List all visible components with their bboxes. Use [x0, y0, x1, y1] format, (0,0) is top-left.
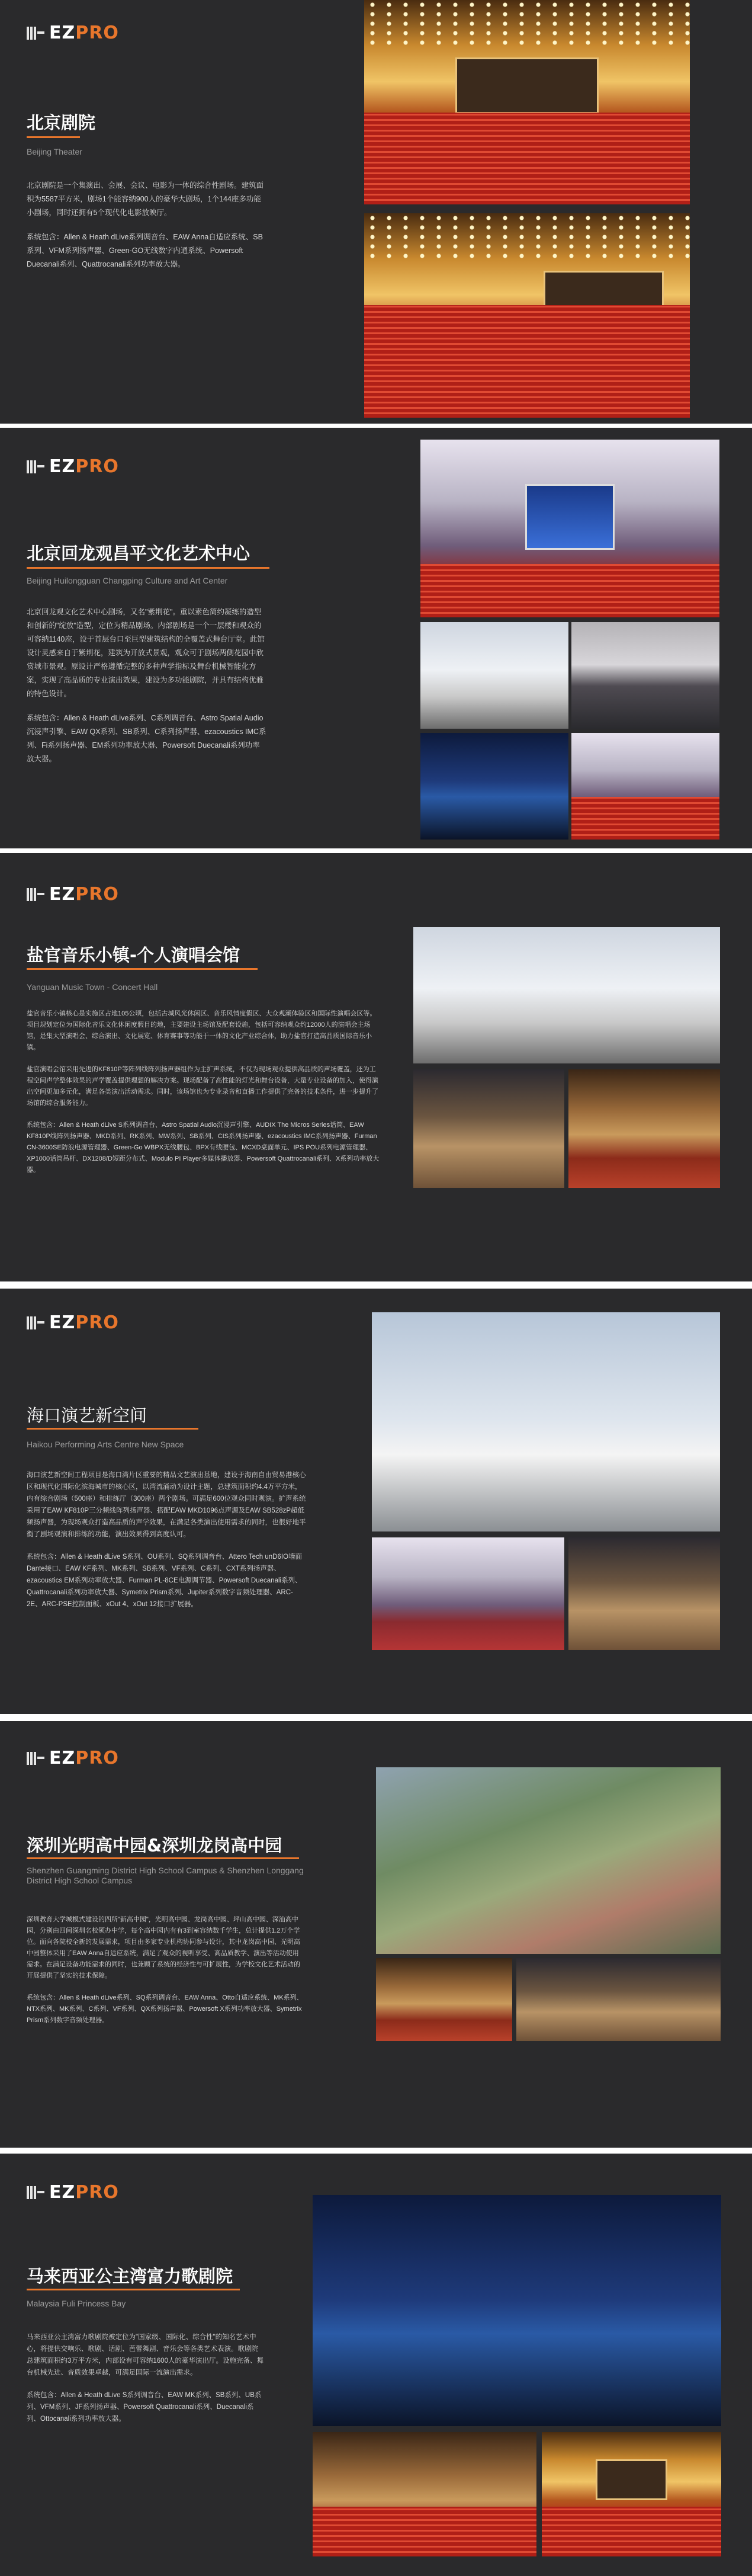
project-subtitle: Malaysia Fuli Princess Bay	[27, 2299, 126, 2308]
ezpro-logo	[27, 2182, 119, 2203]
project-description	[27, 179, 263, 282]
project-subtitle: Beijing Huilongguan Changping Culture and Art Center	[27, 576, 228, 585]
photo-venue-aerial	[413, 927, 720, 1063]
photo-arena-seating	[568, 1069, 720, 1188]
project-panel-beijing-theater	[0, 0, 752, 424]
photo-auditorium-side	[364, 213, 690, 418]
project-description	[27, 1469, 308, 1621]
logo-text-pro: PRO	[75, 1748, 119, 1768]
project-subtitle: Yanguan Music Town - Concert Hall	[27, 982, 158, 992]
system-list-paragraph: 系统包含：Allen & Heath dLive S系列调音台、EAW MK系列、SB系列、UB系列、VFM系列、JF系列扬声器、Powersoft Quattrocanali系列、Duecanali系列、Ottocanali系列功率放大器。	[27, 2392, 262, 2423]
logo-text-pro: PRO	[75, 456, 119, 477]
photo-school-theatre	[376, 1958, 512, 2041]
photo-auditorium	[364, 0, 690, 204]
ezpro-mark-icon	[27, 459, 44, 475]
logo-text-ez: EZ	[49, 1748, 76, 1768]
ezpro-mark-icon	[27, 25, 44, 41]
project-panel-huilongguan	[0, 428, 752, 848]
system-list-paragraph: 系统包含：Allen & Heath dLive系列、C系列调音台、Astro Spatial Audio沉浸声引擎、EAW QX系列、SB系列、C系列扬声器、ezacoustics IMC系列、Fi系列扬声器、EM系列功率放大器、Powersoft Duecanali系列功率放大器。	[27, 714, 266, 763]
project-subtitle: Shenzhen Guangming District High School Campus & Shenzhen Longgang District High School Campus	[27, 1866, 304, 1885]
photo-foyer-interior	[420, 622, 568, 729]
logo-text-pro: PRO	[75, 1312, 119, 1333]
description-paragraph: 海口演艺新空间工程项目是海口湾片区重要的精品文艺演出基地，建设于海南自由贸易港核心区和现代化国际化滨海城市的核心区，以湾流涌动为设计主题，总建筑面积约4.4万平方米，内有综合剧场（500座）和排练厅（300座）两个剧场。可满足600位观众同时观演。扩声系统采用了EAW KF810P三分频线阵列扬声器、搭配EAW MKD1096点声源及EAW SB528zP超低频扬声器，为现场观众打造高品质的声学效果，在满足各类演出使用需求的同时，也很好地平衡了剧场观演和排练的功能，演出效果得到高度认可。	[27, 1472, 306, 1538]
system-list-paragraph: 系统包含：Allen & Heath dLive系列调音台、EAW Anna自适应系统、SB系列、VFM系列扬声器、Green-GO无线数字内通系统、Powersoft Duecanali系列、Quattrocanali系列功率放大器。	[27, 233, 263, 268]
project-title: 海口演艺新空间	[27, 1405, 147, 1425]
title-underline	[27, 1857, 299, 1859]
photo-school-auditorium	[516, 1958, 721, 2041]
ezpro-logo	[27, 884, 119, 905]
title-underline	[27, 968, 258, 970]
ezpro-mark-icon	[27, 2185, 44, 2200]
title-underline	[27, 1428, 198, 1430]
project-panel-malaysia	[0, 2154, 752, 2576]
photo-arena-interior	[413, 1069, 564, 1188]
title-underline	[27, 136, 80, 138]
system-list-paragraph: 系统包含：Allen & Heath dLive系列、SQ系列调音台、EAW Anna、Otto自适应系统、MK系列、NTX系列、MK系列、C系列、VF系列、QX系列扬声器、Powersoft X系列功率放大器、Symetrix Prism系列数字音频处理器。	[27, 1994, 303, 2024]
photo-mixing-console	[571, 622, 719, 729]
logo-text-ez: EZ	[49, 23, 76, 43]
project-title: 北京剧院	[27, 113, 96, 133]
project-subtitle: Haikou Performing Arts Centre New Space	[27, 1440, 184, 1449]
ezpro-mark-icon	[27, 887, 44, 902]
ezpro-mark-icon	[27, 1315, 44, 1331]
logo-text-ez: EZ	[49, 2182, 76, 2203]
description-paragraph: 马来西亚公主湾富力歌剧院被定位为"国家级、国际化、综合性"的知名艺术中心，将提供交响乐、歌剧、话剧、芭蕾舞剧、音乐会等各类艺术表演。歌剧院总建筑面积约3万平方米，内部设有可容纳1600人的豪华演出厅。设施完备、舞台机械先进、音质效果卓越，可满足国际一流演出需求。	[27, 2334, 263, 2376]
project-panel-yanguan	[0, 853, 752, 1281]
logo-text-pro: PRO	[75, 2182, 119, 2203]
photo-lobby-interior	[372, 1537, 564, 1650]
photo-hall-seating	[571, 733, 719, 840]
project-subtitle: Beijing Theater	[27, 147, 82, 156]
project-description	[27, 1914, 305, 2037]
description-paragraph: 盐官演唱会馆采用先进的KF810P等阵列线阵列扬声器组作为主扩声系统，不仅为现场观众提供高品质的声场覆盖，还为工程空间声学整体效果的声学覆盖提供理想的解决方案。现场配备了高性能的灯光和舞台设备，大量专业设备的加入，使得演出空间更加多元化，满足各类演出活动需求。同时，该场馆也为专业录音和直播工作提供了完备的技术条件，进一步提升了场馆的综合服务能力。	[27, 1066, 378, 1107]
ezpro-logo	[27, 1748, 119, 1768]
system-list-paragraph: 系统包含：Allen & Heath dLive S系列、OU系列、SQ系列调音台、Attero Tech unD6IO墙面Dante接口、EAW KF系列、MK系列、SB系列、VF系列、C系列、CXT系列扬声器、ezacoustics EM系列功率放大器、Furman PL-8CE电源调节器、Powersoft Duecanali系列、Quattrocanali系列功率放大器、Symetrix Prism系列、Jupiter系列数字音频处理器、ARC-2E、ARC-PSE控制面板、xOut 4、xOut 12接口扩展器。	[27, 1553, 303, 1608]
logo-text-ez: EZ	[49, 1312, 76, 1333]
ezpro-logo	[27, 23, 119, 43]
photo-opera-stage	[542, 2432, 721, 2556]
ezpro-logo	[27, 456, 119, 477]
system-list-paragraph: 系统包含：Allen & Heath dLive S系列调音台、Astro Spatial Audio沉浸声引擎、AUDIX The Micros Series话筒、EAW KF810P线阵列扬声器、MKD系列、RK系列、MW系列、SB系列、CIS系列扬声器、ezacoustics IMC系列扬声器、Furman CN-3600SE防浪电源管理器、Green-Go WBPX无线腰包、BPX有线腰包、MCXD桌面单元、IPS POU系列电源管理器、XP1000话筒吊杆、DX1208/D短距分布式、Modulo PI Player多媒体播放器、Powersoft Quattrocanali系列、X系列功率放大器。	[27, 1122, 380, 1174]
project-title: 北京回龙观昌平文化艺术中心	[27, 543, 250, 563]
logo-text-ez: EZ	[49, 456, 76, 477]
project-title: 深圳光明高中园&深圳龙岗高中园	[27, 1835, 282, 1856]
ezpro-logo	[27, 1312, 119, 1333]
description-paragraph: 北京剧院是一个集演出、会展、会议、电影为一体的综合性剧场。建筑面积为5587平方米，剧场1个能容纳900人的豪华大剧场，1个144座多功能小剧场，同时还拥有5个现代化电影放映厅。	[27, 181, 264, 217]
project-title: 盐官音乐小镇-个人演唱会馆	[27, 945, 240, 965]
project-panel-shenzhen	[0, 1721, 752, 2148]
logo-text-pro: PRO	[75, 884, 119, 905]
photo-opera-house-night	[313, 2195, 721, 2426]
project-description	[27, 1008, 382, 1187]
ezpro-mark-icon	[27, 1751, 44, 1766]
photo-main-hall	[420, 440, 719, 617]
photo-campus-aerial	[376, 1767, 721, 1954]
description-paragraph: 深圳教育大学城模式建设的四所"新高中园"，光明高中园、龙岗高中园、坪山高中园、深汕高中园，分别由四间深圳名校领办中学，每个高中园内有有3到室容纳数千学生，总计提供1.2万个学位。面向各院校全新的发展需求，项目由多家专业机构协同参与设计，其中龙岗高中园、光明高中园整体采用了EAW Anna自适应系统，满足了观众的视听享受、高品质教学、演出等活动使用需求。在满足设备功能需求的同时，也兼顾了系统的经济性与可扩展性，为学校文化艺术活动的开展提供了坚实的技术保障。	[27, 1916, 300, 1979]
project-description	[27, 605, 266, 777]
project-description	[27, 2331, 263, 2436]
photo-hall-blue-light	[420, 733, 568, 840]
photo-small-theatre	[568, 1537, 720, 1650]
logo-text-ez: EZ	[49, 884, 76, 905]
description-paragraph: 盐官音乐小镇核心是实施区占地105公顷，包括古城风光休闲区、音乐风情度假区、大众观潮体验区和国际性演唱会区等。项目规划定位为国际化音乐文化休闲度假目的地，主要建设主场馆及配套设施，包括可容纳观众约12000人的演唱会主场馆，是集大型演唱会、综合演出、文化展览、体育赛事等功能于一体的文化产业综合体，助力盐官打造高品质国际音乐小镇。	[27, 1010, 377, 1051]
project-title: 马来西亚公主湾富力歌剧院	[27, 2266, 233, 2286]
title-underline	[27, 567, 269, 569]
photo-opera-auditorium	[313, 2432, 536, 2556]
project-panel-haikou	[0, 1289, 752, 1714]
title-underline	[27, 2289, 240, 2290]
logo-text-pro: PRO	[75, 23, 119, 43]
photo-building-exterior	[372, 1312, 720, 1531]
description-paragraph: 北京回龙观文化艺术中心剧场，又名"紫荆花"。重以素色简约凝练的造型和创新的"绽放"造型，定位为精品剧场。内部剧场是一个一层楼和观众的可容纳1140座，设于首层台口至巨型建筑结构的全覆盖式舞台厅堂。此馆设计灵感来自于紫荆花，建筑为开放式景观，观众可于剧场两侧花园中欣赏城市景观。原设计严格遵循完整的多种声学指标及舞台机械智能化方案，实现了高品质的专业演出效果，建设为多功能剧院，并具有结构优雅的特色设计。	[27, 608, 265, 698]
